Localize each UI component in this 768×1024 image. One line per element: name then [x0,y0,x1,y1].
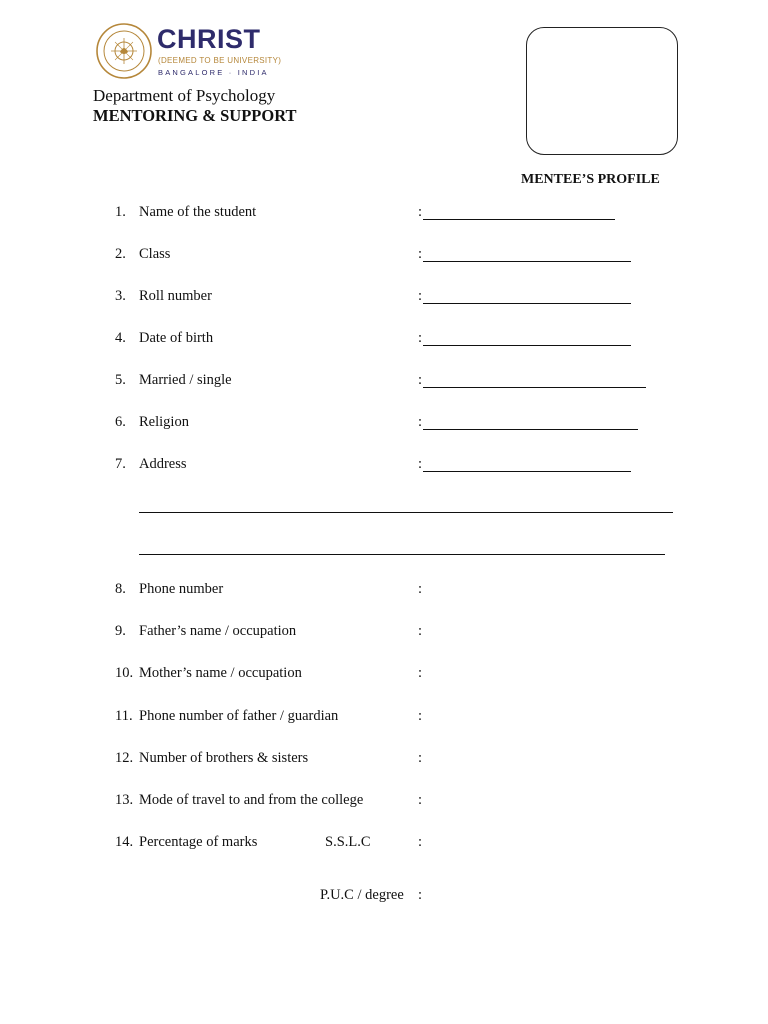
item-number: 9. [115,623,126,639]
form-row [0,665,768,685]
item-number: 5. [115,372,126,388]
item-number: 6. [115,414,126,430]
item-separator: : [418,456,423,472]
item-separator: : [418,665,423,681]
form-row [0,623,768,643]
item-separator: : [418,750,423,766]
form-row [0,330,768,350]
item-label: Religion [139,414,189,430]
logo-location: BANGALORE · INDIA [158,68,269,77]
item-separator: : [418,330,423,346]
item-number: 12. [115,750,134,766]
puc-degree-label: P.U.C / degree [320,887,404,903]
form-row [0,834,768,854]
item-separator: : [418,581,423,597]
item-separator: : [418,792,423,808]
form-row [0,792,768,812]
answer-line[interactable] [423,387,646,388]
item-label: Mode of travel to and from the college [139,792,364,808]
form-row [0,750,768,770]
item-number: 10. [115,665,134,681]
item-number: 3. [115,288,126,304]
item-separator: : [418,623,423,639]
photo-box[interactable] [526,27,678,155]
item-number: 1. [115,204,126,220]
form-row [0,288,768,308]
item-separator: : [418,414,423,430]
item-label: Mother’s name / occupation [139,665,302,681]
form-row [0,456,768,476]
item-number: 7. [115,456,126,472]
item-separator: : [418,372,423,388]
answer-line[interactable] [423,261,631,262]
answer-line[interactable] [423,345,631,346]
form-row [0,581,768,601]
item-separator: : [418,887,423,903]
item-separator: : [418,204,423,220]
form-heading: MENTEE’S PROFILE [521,172,660,187]
item-separator: : [418,288,423,304]
form-row [0,414,768,434]
department-name: Department of Psychology [93,86,276,105]
item-separator: : [418,246,423,262]
address-line[interactable] [139,554,665,555]
item-label: Married / single [139,372,232,388]
christ-university-logo [95,22,285,80]
item-number: 4. [115,330,126,346]
address-line[interactable] [139,512,673,513]
page-title: MENTORING & SUPPORT [93,106,297,125]
item-number: 14. [115,834,134,850]
answer-line[interactable] [423,219,615,220]
item-label: Address [139,456,187,472]
item-label: Father’s name / occupation [139,623,297,639]
form-row [0,246,768,266]
item-number: 11. [115,708,133,724]
item-label: Date of birth [139,330,214,346]
form-row [0,372,768,392]
item-number: 13. [115,792,134,808]
answer-line[interactable] [423,471,631,472]
item-label: Phone number [139,581,224,597]
logo-wordmark: CHRIST [157,24,261,54]
answer-line[interactable] [423,303,631,304]
item-label: Name of the student [139,204,257,220]
item-label: Roll number [139,288,212,304]
form-row [0,204,768,224]
university-seal-icon [95,22,153,80]
sslc-label: S.S.L.C [325,834,371,850]
answer-line[interactable] [423,429,638,430]
item-number: 2. [115,246,126,262]
item-label: Percentage of marks [139,834,258,850]
item-label: Class [139,246,171,262]
logo-subtitle: (DEEMED TO BE UNIVERSITY) [158,56,282,65]
item-label: Phone number of father / guardian [139,708,339,724]
item-separator: : [418,708,423,724]
item-number: 8. [115,581,126,597]
item-label: Number of brothers & sisters [139,750,309,766]
form-row [0,708,768,728]
item-separator: : [418,834,423,850]
